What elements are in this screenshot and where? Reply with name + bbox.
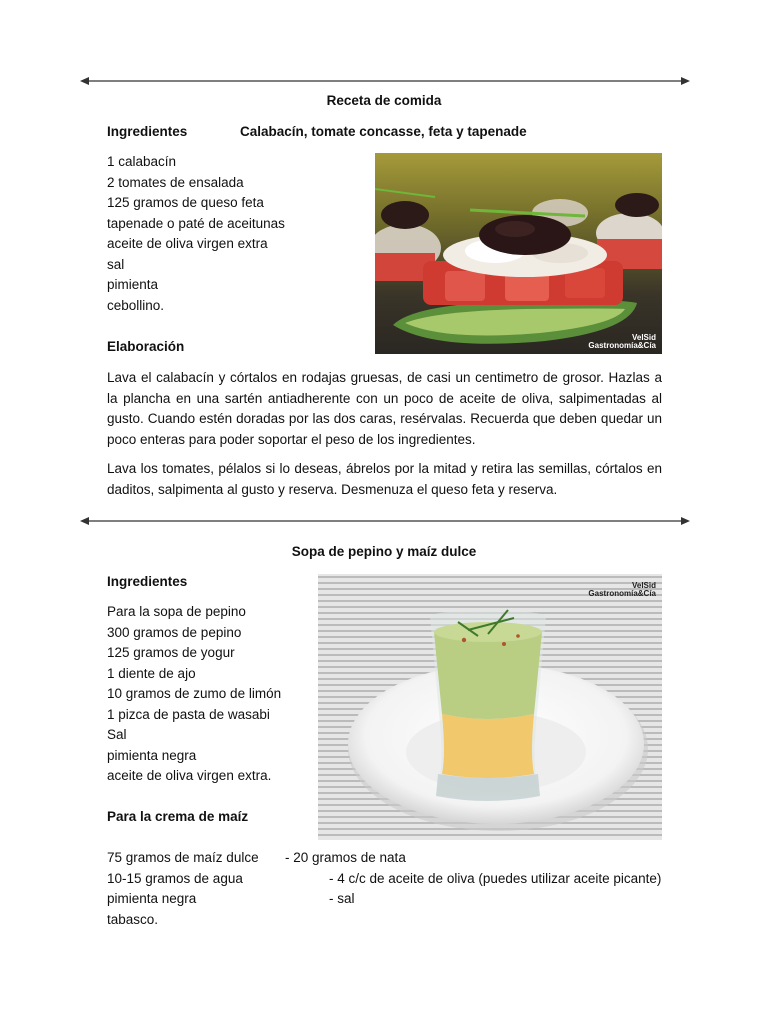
recipe1-method-label: Elaboración — [107, 339, 185, 354]
ingredient-item: pimienta — [107, 277, 159, 292]
recipe2-soup-ingredient-list — [107, 602, 281, 787]
recipe1-heading: Receta de comida — [326, 93, 442, 108]
recipe1-ingredients-label: Ingredientes — [107, 124, 188, 139]
ingredient-item: 10-15 gramos de agua — [107, 870, 243, 886]
ingredient-item: pimienta negra — [107, 747, 197, 763]
zucchini-dish-illustration — [375, 153, 662, 354]
recipe2-heading: Sopa de pepino y maíz dulce — [291, 544, 477, 559]
ingredient-item: - 4 c/c de aceite de oliva (puedes utilizar aceite picante) — [329, 870, 662, 886]
section-divider-arrow — [80, 514, 690, 528]
ingredient-item: 1 diente de ajo — [107, 665, 196, 681]
ingredient-item: 75 gramos de maíz dulce — [107, 850, 259, 865]
ingredient-item: tapenade o paté de aceitunas — [107, 215, 285, 231]
ingredient-item: sal — [107, 256, 125, 272]
zucchini-dish-photo — [375, 153, 662, 354]
recipe1-method-paragraph-1: Lava el calabacín y córtalos en rodajas gruesas, de casi un centimetro de grosor. Hazlas a la plancha en una sartén antiadherente con un poco de aceite de oliva, salpimentadas al gusto. Cuando estén doradas por las dos caras, resérvalas. Recuerda que deben quedar un poco enteras para poder soportar el peso de los ingredientes. — [107, 370, 662, 447]
cucumber-soup-illustration — [318, 574, 662, 840]
ingredient-item: 125 gramos de yogur — [107, 645, 235, 660]
ingredient-item: cebollino. — [107, 297, 165, 313]
photo-watermark: VelSid Gastronomía&Cía — [588, 581, 656, 598]
ingredient-item: 1 pizca de pasta de wasabi — [107, 706, 270, 722]
ingredient-item: pimienta negra — [107, 891, 197, 906]
ingredient-item: 125 gramos de queso feta — [107, 195, 264, 210]
recipe1-dish-name: Calabacín, tomate concasse, feta y tapenade — [240, 124, 527, 139]
recipe1-ingredient-list — [107, 152, 285, 316]
photo-watermark: VelSid Gastronomía&Cía — [588, 333, 656, 350]
ingredient-item: aceite de oliva virgen extra — [107, 236, 268, 251]
ingredient-item: 1 calabacín — [107, 154, 177, 169]
ingredient-item: 10 gramos de zumo de limón — [107, 686, 282, 701]
recipe2-cream-ingredients-left — [107, 848, 259, 930]
ingredient-item: 300 gramos de pepino — [107, 624, 242, 640]
ingredient-item: - sal — [329, 891, 355, 906]
recipe2-cream-label: Para la crema de maíz — [107, 809, 249, 824]
recipe1-method-paragraph-2: Lava los tomates, pélalos si lo deseas, ábrelos por la mitad y retira las semillas, córtalos en daditos, salpimenta al gusto y reserva. Desmenuza el queso feta y reserva. — [107, 461, 662, 497]
ingredient-item: 2 tomates de ensalada — [107, 174, 244, 190]
ingredient-item: Sal — [107, 727, 127, 742]
ingredient-item: aceite de oliva virgen extra. — [107, 768, 272, 783]
recipe2-ingredients-label: Ingredientes — [107, 574, 188, 589]
ingredient-item: tabasco. — [107, 911, 159, 927]
ingredient-item: Para la sopa de pepino — [107, 604, 246, 619]
section-divider-arrow — [80, 74, 690, 88]
cucumber-soup-photo — [318, 574, 662, 840]
ingredient-item: - 20 gramos de nata — [285, 850, 406, 865]
